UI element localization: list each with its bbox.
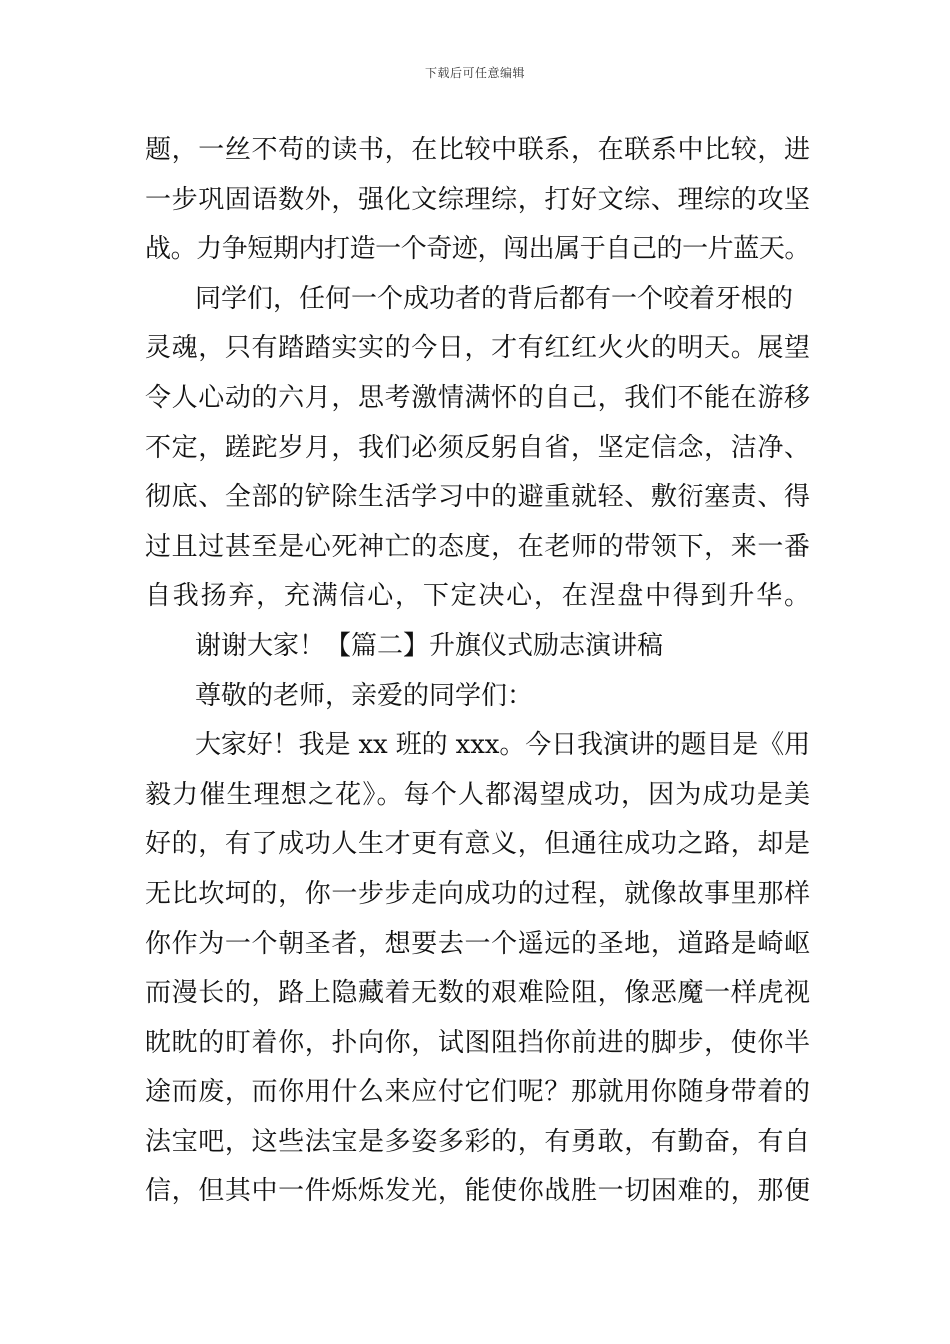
text-line: 毅力催生理想之花》。每个人都渴望成功，因为成功是美	[145, 779, 812, 810]
text-line: 好的，有了成功人生才更有意义，但通往成功之路，却是	[145, 829, 811, 860]
paragraph-start-line: 大家好！我是 xx 班的 xxx。今日我演讲的题目是《用	[195, 730, 810, 761]
section-title-line: 谢谢大家！【篇二】升旗仪式励志演讲稿	[195, 630, 664, 661]
body-text	[145, 126, 810, 1217]
text-line: 灵魂，只有踏踏实实的今日，才有红红火火的明天。展望	[145, 333, 811, 364]
text-line: 题，一丝不苟的读书，在比较中联系，在联系中比较，进	[145, 135, 811, 165]
text-line: 不定，蹉跎岁月，我们必须反躬自省，坚定信念，洁净、	[145, 432, 811, 463]
text-line: 自我扬弃，充满信心，下定决心，在涅盘中得到升华。	[145, 581, 812, 612]
text-line: 过且过甚至是心死神亡的态度，在老师的带领下，来一番	[145, 531, 811, 562]
text-line: 信，但其中一件烁烁发光，能使你战胜一切困难的，那便	[145, 1176, 811, 1207]
text-line: 令人心动的六月，思考激情满怀的自己，我们不能在游移	[145, 382, 811, 413]
page-header-note: 下载后可任意编辑	[424, 66, 525, 80]
salutation-line: 尊敬的老师，亲爱的同学们：	[195, 680, 534, 711]
text-line: 战。力争短期内打造一个奇迹，闯出属于自己的一片蓝天。	[145, 234, 810, 265]
text-line: 途而废，而你用什么来应付它们呢？那就用你随身带着的	[145, 1077, 811, 1108]
text-line: 彻底、全部的铲除生活学习中的避重就轻、敷衍塞责、得	[145, 482, 811, 513]
text-line: 无比坎坷的，你一步步走向成功的过程，就像故事里那样	[145, 878, 811, 909]
paragraph-start-line: 同学们，任何一个成功者的背后都有一个咬着牙根的	[195, 283, 794, 314]
text-line: 眈眈的盯着你，扑向你，试图阻挡你前进的脚步，使你半	[145, 1027, 811, 1058]
text-line: 一步巩固语数外，强化文综理综，打好文综、理综的攻坚	[145, 184, 811, 215]
text-line: 你作为一个朝圣者，想要去一个遥远的圣地，道路是崎岖	[145, 928, 811, 959]
text-line: 法宝吧，这些法宝是多姿多彩的，有勇敢，有勤奋，有自	[145, 1126, 811, 1157]
text-line: 而漫长的，路上隐藏着无数的艰难险阻，像恶魔一样虎视	[145, 978, 811, 1009]
